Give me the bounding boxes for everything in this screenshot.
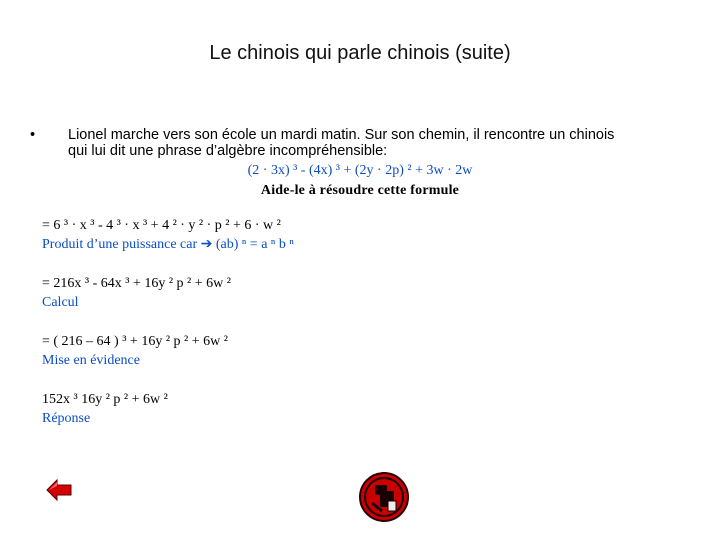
step-1-note xyxy=(42,235,294,254)
step-1-note-text: Produit d’une puissance car xyxy=(42,237,201,252)
step-2 xyxy=(42,274,231,312)
step-4 xyxy=(42,390,168,428)
bullet-dot: • xyxy=(30,127,36,143)
bullet-line-1: Lionel marche vers son école un mardi matin. Sur son chemin, il rencontre un chinois xyxy=(68,127,615,143)
back-button[interactable] xyxy=(46,478,72,502)
back-arrow-icon xyxy=(46,478,72,502)
step-3 xyxy=(42,332,228,370)
home-button[interactable] xyxy=(358,471,410,523)
step-4-expression: 152x ³ 16y ² p ² + 6w ² xyxy=(42,392,168,407)
step-1-rule: (ab) ⁿ = a ⁿ b ⁿ xyxy=(212,237,294,252)
help-text: Aide-le à résoudre cette formule xyxy=(260,183,460,198)
step-2-expression: = 216x ³ - 64x ³ + 16y ² p ² + 6w ² xyxy=(42,276,231,291)
step-4-note: Réponse xyxy=(42,411,91,426)
step-3-note: Mise en évidence xyxy=(42,353,140,368)
home-button-icon xyxy=(358,471,410,523)
slide-title: Le chinois qui parle chinois (suite) xyxy=(209,42,511,64)
step-3-expression: = ( 216 – 64 ) ³ + 16y ² p ² + 6w ² xyxy=(42,334,228,349)
formula: (2 · 3x) ³ - (4x) ³ + (2y · 2p) ² + 3w · 2w xyxy=(247,163,473,178)
right-arrow-icon: ➔ xyxy=(200,237,213,252)
step-1-expression: = 6 ³ · x ³ - 4 ³ · x ³ + 4 ² · y ² · p ² + 6 · w ² xyxy=(42,218,281,233)
step-2-note: Calcul xyxy=(42,295,79,310)
bullet-text xyxy=(68,127,688,159)
step-1 xyxy=(42,216,294,254)
bullet-line-2: qui lui dit une phrase d’algèbre incompréhensible: xyxy=(68,143,388,159)
